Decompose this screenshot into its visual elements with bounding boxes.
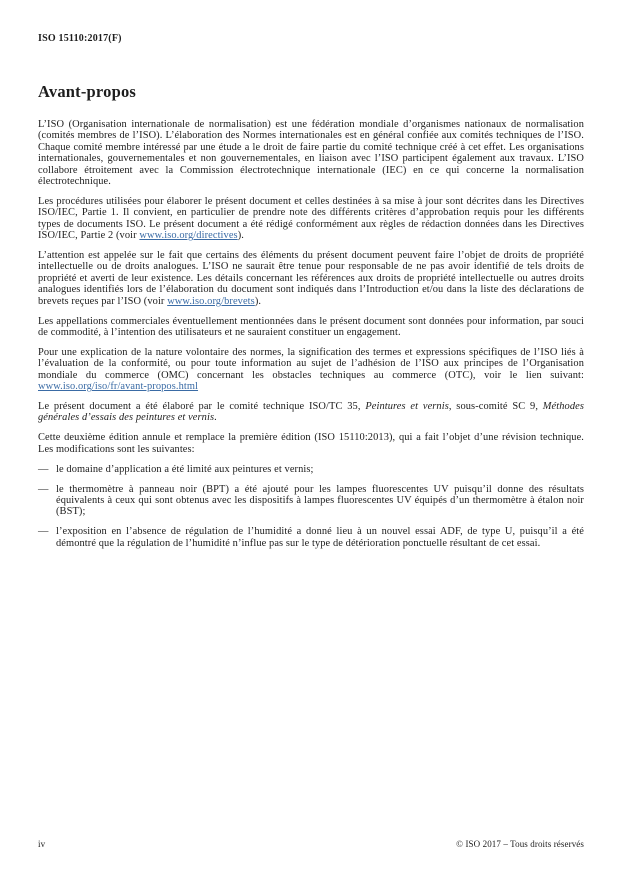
list-item <box>38 464 584 475</box>
paragraph-edition: Cette deuxième édition annule et remplace la première édition (ISO 15110:2013), qui a fait l’objet d’une révision technique. Les modifications sont les suivantes: <box>38 432 584 455</box>
paragraph-text: ). <box>254 295 262 307</box>
document-reference: ISO 15110:2017(F) <box>38 33 122 44</box>
list-item-text: le thermomètre à panneau noir (BPT) a été ajouté pour les lampes fluorescentes UV puisqu’il donne des résultats équivalents à ceux qui sont obtenus avec les dispositifs à lampes fluorescentes UV équipés d’un thermomètre à étalon noir (BST); <box>56 483 584 518</box>
paragraph-trade-names: Les appellations commerciales éventuellement mentionnées dans le présent document sont données pour information, par souci de commodité, à l’intention des utilisateurs et ne sauraient constituer un engagement. <box>38 315 584 338</box>
list-item-text: l’exposition en l’absence de régulation de l’humidité a donné lieu à un nouvel essai ADF, de type U, puisqu’il a été démontré que la régulation de l’humidité n’influe pas sur le type de détérioration ponctuelle résultant de cet essai. <box>56 526 584 549</box>
paragraph-text: . <box>214 412 217 424</box>
list-dash: — <box>38 463 49 475</box>
paragraph-iso-intro: L’ISO (Organisation internationale de normalisation) est une fédération mondiale d’organismes nationaux de normalisation (comités membres de l’ISO). L’élaboration des Normes internationales est en général confiée aux comités techniques de l’ISO. Chaque comité membre intéressé par une étude a le droit de faire partie du comité technique créé à cet effet. Les organisations internationales, gouvernementales et non gouvernementales, en liaison avec l’ISO participent également aux travaux. L’ISO collabore étroitement avec la Commission électrotechnique internationale (IEC) en ce qui concerne la normalisation électrotechnique. <box>38 119 584 188</box>
paragraph-patents <box>38 250 584 307</box>
avant-propos-link[interactable]: www.iso.org/iso/fr/avant-propos.html <box>38 381 199 393</box>
paragraph-text: Les procédures utilisées pour élaborer le présent document et celles destinées à sa mise à jour sont décrites dans les Directives ISO/IEC, Partie 1. Il convient, en particulier de prendre note des différents critères d’approbation requis pour les différents types de documents ISO. Le présent document a été rédigé conformément aux règles de rédaction données dans les Directives ISO/IEC, Partie 2 (voir <box>38 195 584 242</box>
italic-subcommittee-name: Méthodes générales d’essais des peintures et vernis <box>38 401 584 424</box>
modifications-list <box>38 464 584 549</box>
list-item-text: le domaine d’application a été limité aux peintures et vernis; <box>56 463 314 475</box>
page-number: iv <box>38 839 46 849</box>
directives-link[interactable]: www.iso.org/directives <box>139 230 238 242</box>
page-footer <box>38 839 584 849</box>
list-dash: — <box>38 483 49 495</box>
paragraph-wto <box>38 347 584 393</box>
italic-committee-name: Peintures et vernis <box>365 401 449 413</box>
paragraph-procedures <box>38 196 584 242</box>
list-item <box>38 526 584 549</box>
paragraph-text: , sous-comité SC 9, <box>448 401 543 413</box>
list-item <box>38 484 584 518</box>
paragraph-text: ). <box>237 230 244 242</box>
list-dash: — <box>38 526 49 538</box>
brevets-link[interactable]: www.iso.org/brevets <box>167 295 255 307</box>
paragraph-text: L’attention est appelée sur le fait que certains des éléments du présent document peuvent faire l’objet de droits de propriété intellectuelle ou de droits analogues. L’ISO ne saurait être tenue pour responsable de ne pas avoir identifié de tels droits de propriété et averti de leur existence. Les détails concernant les références aux droits de propriété intellectuelle ou autres droits analogues identifiés lors de l’élaboration du document sont indiqués dans l’Introduction et/ou dans la liste des déclarations de brevets reçues par l’ISO (voir <box>38 250 584 307</box>
paragraph-text: Le présent document a été élaboré par le comité technique ISO/TC 35, <box>38 401 366 413</box>
section-title: Avant-propos <box>38 82 137 101</box>
page-content <box>38 33 584 558</box>
paragraph-committee <box>38 401 584 424</box>
paragraph-text: Pour une explication de la nature volontaire des normes, la signification des termes et expressions spécifiques de l’ISO liés à l’évaluation de la conformité, ou pour toute information au sujet de l’adhésion de l’ISO aux principes de l’Organisation mondiale du commerce (OMC) concernant les obstacles techniques au commerce (OTC), voir le lien suivant: <box>38 346 584 381</box>
copyright-notice: © ISO 2017 – Tous droits réservés <box>456 839 584 849</box>
